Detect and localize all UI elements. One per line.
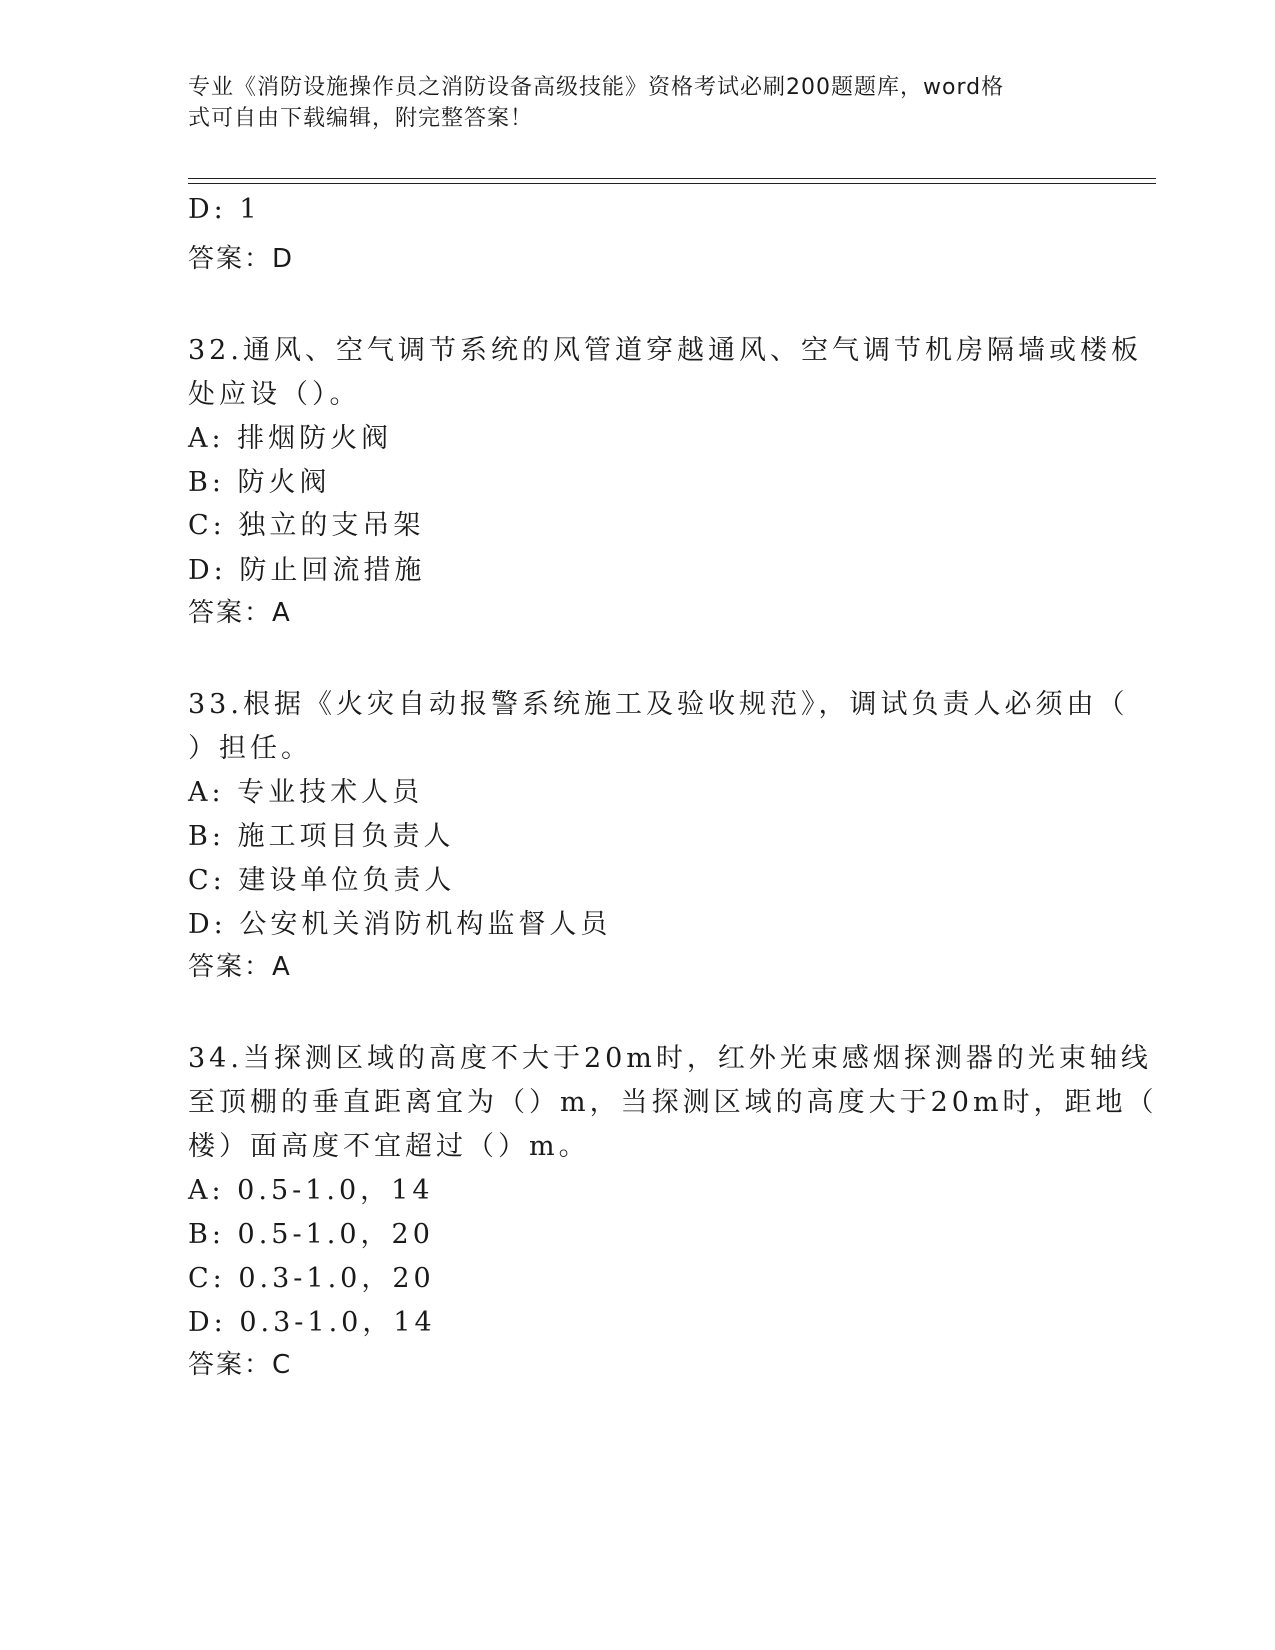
header-divider-bottom — [188, 183, 1156, 184]
q32-answer: 答案：A — [188, 598, 292, 628]
q33-stem-line-2: ）担任。 — [188, 733, 312, 764]
q32-option-d: D: 防止回流措施 — [188, 555, 426, 586]
q33-option-c: C: 建设单位负责人 — [188, 865, 456, 896]
prev-answer: 答案：D — [188, 244, 295, 274]
page-header — [188, 72, 1068, 134]
q34-stem-line-2: 至顶棚的垂直距离宜为（）m，当探测区域的高度大于20m时，距地（ — [188, 1087, 1158, 1118]
q32-option-b: B: 防火阀 — [188, 467, 331, 498]
q32-stem-line-2: 处应设（）。 — [188, 379, 361, 410]
q33-option-a: A: 专业技术人员 — [188, 777, 424, 808]
q32-option-c: C: 独立的支吊架 — [188, 510, 425, 541]
header-line-2: 式可自由下载编辑，附完整答案！ — [188, 106, 534, 131]
prev-option-d: D: 1 — [188, 194, 261, 225]
header-divider-top — [188, 178, 1156, 179]
q34-stem-line-3: 楼）面高度不宜超过（）m。 — [188, 1131, 590, 1162]
q34-option-b: B: 0.5-1.0，20 — [188, 1219, 434, 1250]
q34-option-d: D: 0.3-1.0，14 — [188, 1307, 436, 1338]
q34-answer: 答案：C — [188, 1350, 293, 1380]
q33-stem-line-1: 33.根据《火灾自动报警系统施工及验收规范》，调试负责人必须由（ — [188, 689, 1129, 720]
q33-option-d: D: 公安机关消防机构监督人员 — [188, 909, 612, 940]
q33-answer: 答案：A — [188, 952, 292, 982]
header-line-1: 专业《消防设施操作员之消防设备高级技能》资格考试必刷200题题库，word格 — [188, 75, 1005, 100]
q34-stem-line-1: 34.当探测区域的高度不大于20m时，红外光束感烟探测器的光束轴线 — [188, 1043, 1152, 1074]
q33-option-b: B: 施工项目负责人 — [188, 821, 455, 852]
q32-option-a: A: 排烟防火阀 — [188, 423, 393, 454]
q34-option-c: C: 0.3-1.0，20 — [188, 1263, 435, 1294]
q34-option-a: A: 0.5-1.0，14 — [188, 1175, 434, 1206]
q32-stem-line-1: 32.通风、空气调节系统的风管道穿越通风、空气调节机房隔墙或楼板 — [188, 335, 1142, 366]
